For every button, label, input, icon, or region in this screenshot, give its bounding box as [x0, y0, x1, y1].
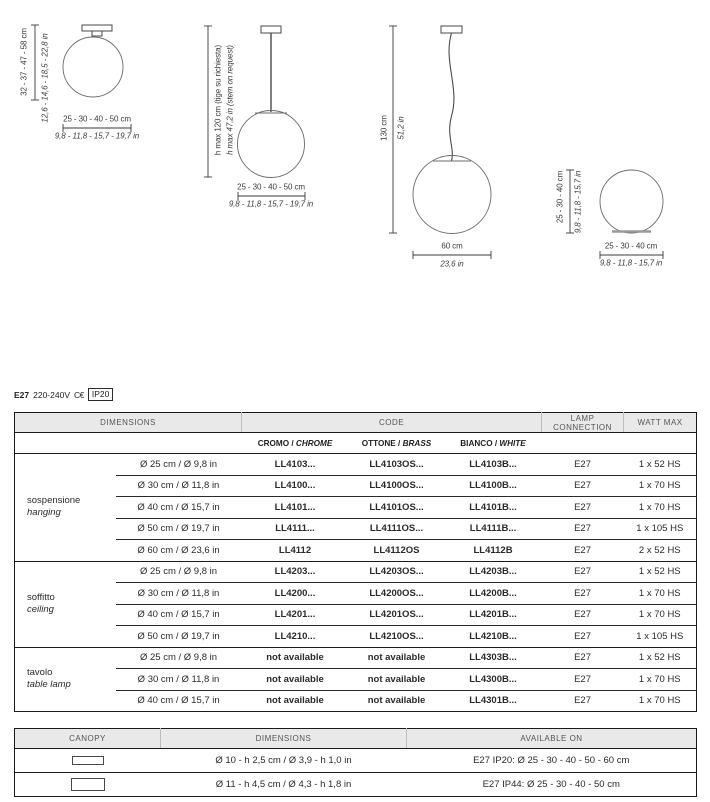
table-row: [15, 540, 697, 562]
cell-lamp: E27: [574, 458, 591, 470]
cell-code-white: LL4201B...: [445, 604, 542, 626]
canopy-row: [15, 749, 697, 773]
cell-watt: 2 x 52 HS: [624, 540, 697, 562]
cell-code-chrome: LL4203...: [274, 566, 316, 578]
cell-canopy-dimension: Ø 10 - h 2,5 cm / Ø 3,9 - h 1,0 in: [215, 755, 352, 766]
cell-lamp: E27: [542, 518, 624, 540]
cell-watt: 1 x 52 HS: [638, 652, 681, 664]
cell-code-chrome: not available: [242, 669, 349, 691]
cell-code-chrome: LL4100...: [242, 475, 349, 497]
cell-lamp: E27: [542, 583, 624, 605]
ce-mark-icon: C€: [74, 389, 84, 400]
cell-lamp: E27: [542, 690, 624, 712]
ceiling-height-in: 12,6 - 14,6 - 18,5 - 22,8 in: [40, 33, 50, 123]
cell-dimension: Ø 40 cm / Ø 15,7 in: [116, 690, 242, 712]
table-row: [15, 669, 697, 691]
section-ceiling: [15, 561, 697, 647]
cell-lamp: E27: [542, 540, 624, 562]
cell-code-white: LL4101B...: [445, 497, 542, 519]
cell-code-brass: LL4111OS...: [349, 518, 445, 540]
cell-watt: 1 x 70 HS: [624, 690, 697, 712]
ip-rating-badge: IP20: [88, 388, 114, 401]
cell-code-white: LL4300B...: [445, 669, 542, 691]
table-row: [15, 583, 697, 605]
section-hanging: [15, 454, 697, 562]
table-width-cm: 25 - 30 - 40 cm: [604, 241, 658, 251]
table-row: [15, 454, 697, 476]
finish-white: BIANCO / WHITE: [445, 433, 542, 454]
cell-dimension: Ø 30 cm / Ø 11,8 in: [116, 583, 242, 605]
cell-watt: 1 x 105 HS: [624, 518, 697, 540]
header-dimensions: DIMENSIONS: [15, 413, 242, 433]
cell-code-brass: LL4112OS: [349, 540, 445, 562]
cell-code-chrome: not available: [266, 652, 324, 664]
cell-code-chrome: LL4112: [242, 540, 349, 562]
cell-canopy-available: E27 IP20: Ø 25 - 30 - 40 - 50 - 60 cm: [473, 755, 630, 766]
cell-code-chrome: LL4201...: [242, 604, 349, 626]
canopy-high-icon: [71, 778, 105, 791]
cell-lamp: E27: [574, 652, 591, 664]
cell-code-brass: LL4210OS...: [349, 626, 445, 648]
cell-dimension: Ø 25 cm / Ø 9,8 in: [139, 566, 218, 578]
header-code: CODE: [242, 413, 542, 433]
cell-watt: 1 x 70 HS: [624, 475, 697, 497]
header-available-on: AVAILABLE ON: [407, 729, 697, 749]
cell-code-brass: LL4203OS...: [369, 566, 424, 578]
cell-code-brass: LL4200OS...: [349, 583, 445, 605]
canopy-icon-cell: [15, 773, 161, 797]
cable-height-cm: 130 cm: [379, 115, 389, 141]
header-canopy-dimensions: DIMENSIONS: [161, 729, 407, 749]
cell-code-chrome: not available: [242, 690, 349, 712]
cell-code-white: LL4301B...: [445, 690, 542, 712]
cell-watt: 1 x 52 HS: [638, 458, 681, 470]
cell-lamp: E27: [542, 475, 624, 497]
table-row: [15, 626, 697, 648]
cell-watt: 1 x 70 HS: [624, 583, 697, 605]
canopy-header-row: [15, 729, 697, 749]
diagrams-line-art: [0, 0, 710, 290]
ceiling-height-cm: 32 - 37 - 47 - 58 cm: [19, 28, 29, 96]
table-lamp-drawing: [600, 170, 663, 233]
cell-dimension: Ø 50 cm / Ø 19,7 in: [116, 626, 242, 648]
cell-code-brass: LL4101OS...: [349, 497, 445, 519]
ceiling-height-bracket: [31, 25, 39, 100]
pendant-cord: [449, 33, 454, 161]
cell-watt: 1 x 70 HS: [624, 497, 697, 519]
cell-watt: 1 x 70 HS: [624, 669, 697, 691]
cable-width-bracket: [413, 251, 491, 259]
finish-chrome: CROMO / CHROME: [242, 433, 349, 454]
ceiling-width-cm: 25 - 30 - 40 - 50 cm: [63, 114, 131, 124]
cell-watt: 1 x 105 HS: [624, 626, 697, 648]
cell-dimension: Ø 40 cm / Ø 15,7 in: [116, 497, 242, 519]
table-height-cm: 25 - 30 - 40 cm: [555, 170, 565, 224]
cell-canopy-dimension: Ø 11 - h 4,5 cm / Ø 4,3 - h 1,8 in: [161, 773, 407, 797]
table-header-row: [15, 413, 697, 433]
table-height-in: 9,8 - 11,8 - 15,7 in: [573, 170, 583, 234]
header-canopy: CANOPY: [15, 729, 161, 749]
cable-height-in: 51,2 in: [396, 116, 406, 140]
stem-lamp-drawing: [238, 26, 305, 178]
cell-code-white: LL4111B...: [445, 518, 542, 540]
cell-lamp: E27: [542, 669, 624, 691]
cell-code-white: LL4203B...: [469, 566, 517, 578]
electrical-spec-line: [14, 388, 113, 401]
cell-code-white: LL4210B...: [445, 626, 542, 648]
header-watt-max: WATT MAX: [624, 413, 697, 433]
table-row: [15, 647, 697, 669]
cable-width-cm: 60 cm: [441, 241, 463, 251]
product-spec-table: [14, 412, 697, 712]
cell-code-white: LL4100B...: [445, 475, 542, 497]
stem-width-in: 9,8 - 11,8 - 15,7 - 19,7 in: [228, 199, 314, 209]
table-row: [15, 604, 697, 626]
cell-code-chrome: LL4200...: [242, 583, 349, 605]
cell-dimension: Ø 40 cm / Ø 15,7 in: [116, 604, 242, 626]
cell-code-brass: not available: [349, 690, 445, 712]
cell-watt: 1 x 70 HS: [624, 604, 697, 626]
cell-lamp: E27: [542, 604, 624, 626]
cable-width-in: 23,6 in: [440, 259, 464, 269]
table-row: [15, 561, 697, 583]
cell-code-white: LL4112B: [445, 540, 542, 562]
finish-brass: OTTONE / BRASS: [349, 433, 445, 454]
table-row: [15, 518, 697, 540]
table-row: [15, 475, 697, 497]
stem-height-in: h max 47,2 in (stem on request): [225, 45, 235, 155]
cell-code-chrome: LL4101...: [242, 497, 349, 519]
cell-code-chrome: LL4210...: [242, 626, 349, 648]
lamp-socket: E27: [14, 389, 30, 400]
cell-code-brass: LL4100OS...: [349, 475, 445, 497]
table-row: [15, 690, 697, 712]
cell-dimension: Ø 50 cm / Ø 19,7 in: [116, 518, 242, 540]
stem-height-bracket: [204, 26, 212, 177]
cell-code-chrome: LL4103...: [274, 458, 316, 470]
cell-lamp: E27: [542, 497, 624, 519]
cell-lamp: E27: [542, 626, 624, 648]
cell-dimension: Ø 60 cm / Ø 23,6 in: [116, 540, 242, 562]
cell-watt: 1 x 52 HS: [638, 566, 681, 578]
cell-code-brass: LL4103OS...: [369, 458, 424, 470]
cell-code-white: LL4303B...: [469, 652, 517, 664]
cell-code-brass: not available: [349, 669, 445, 691]
stem-width-cm: 25 - 30 - 40 - 50 cm: [237, 182, 305, 192]
cell-code-brass: LL4201OS...: [349, 604, 445, 626]
cell-dimension: Ø 25 cm / Ø 9,8 in: [139, 458, 218, 470]
stem-height-cm: h max 120 cm (tige su richiesta): [213, 44, 223, 156]
cell-code-white: LL4200B...: [445, 583, 542, 605]
cell-lamp: E27: [574, 566, 591, 578]
table-width-in: 9,8 - 11,8 - 15,7 in: [599, 258, 663, 268]
canopy-row: [15, 773, 697, 797]
ceiling-width-in: 9,8 - 11,8 - 15,7 - 19,7 in: [54, 131, 140, 141]
section-label-hanging: sospensione hanging: [27, 494, 81, 519]
cable-lamp-drawing: [413, 26, 491, 234]
canopy-icon-cell: [15, 749, 161, 773]
table-row: [15, 497, 697, 519]
section-label-table-lamp: tavolo table lamp: [27, 666, 71, 691]
section-label-ceiling: soffitto ceiling: [27, 591, 55, 615]
cell-dimension: Ø 25 cm / Ø 9,8 in: [139, 652, 218, 664]
canopy-table: [14, 728, 697, 797]
voltage: 220-240V: [33, 389, 70, 400]
ceiling-lamp-drawing: [63, 25, 123, 97]
cell-code-brass: not available: [367, 652, 426, 664]
cell-code-white: LL4103B...: [469, 458, 517, 470]
cell-canopy-available: E27 IP44: Ø 25 - 30 - 40 - 50 cm: [407, 773, 697, 797]
cell-dimension: Ø 30 cm / Ø 11,8 in: [116, 669, 242, 691]
cell-code-chrome: LL4111...: [242, 518, 349, 540]
cell-dimension: Ø 30 cm / Ø 11,8 in: [116, 475, 242, 497]
section-table-lamp: [15, 647, 697, 712]
canopy-low-icon: [72, 756, 104, 765]
finish-header-row: [15, 433, 697, 454]
header-lamp-connection: LAMP CONNECTION: [542, 413, 624, 433]
